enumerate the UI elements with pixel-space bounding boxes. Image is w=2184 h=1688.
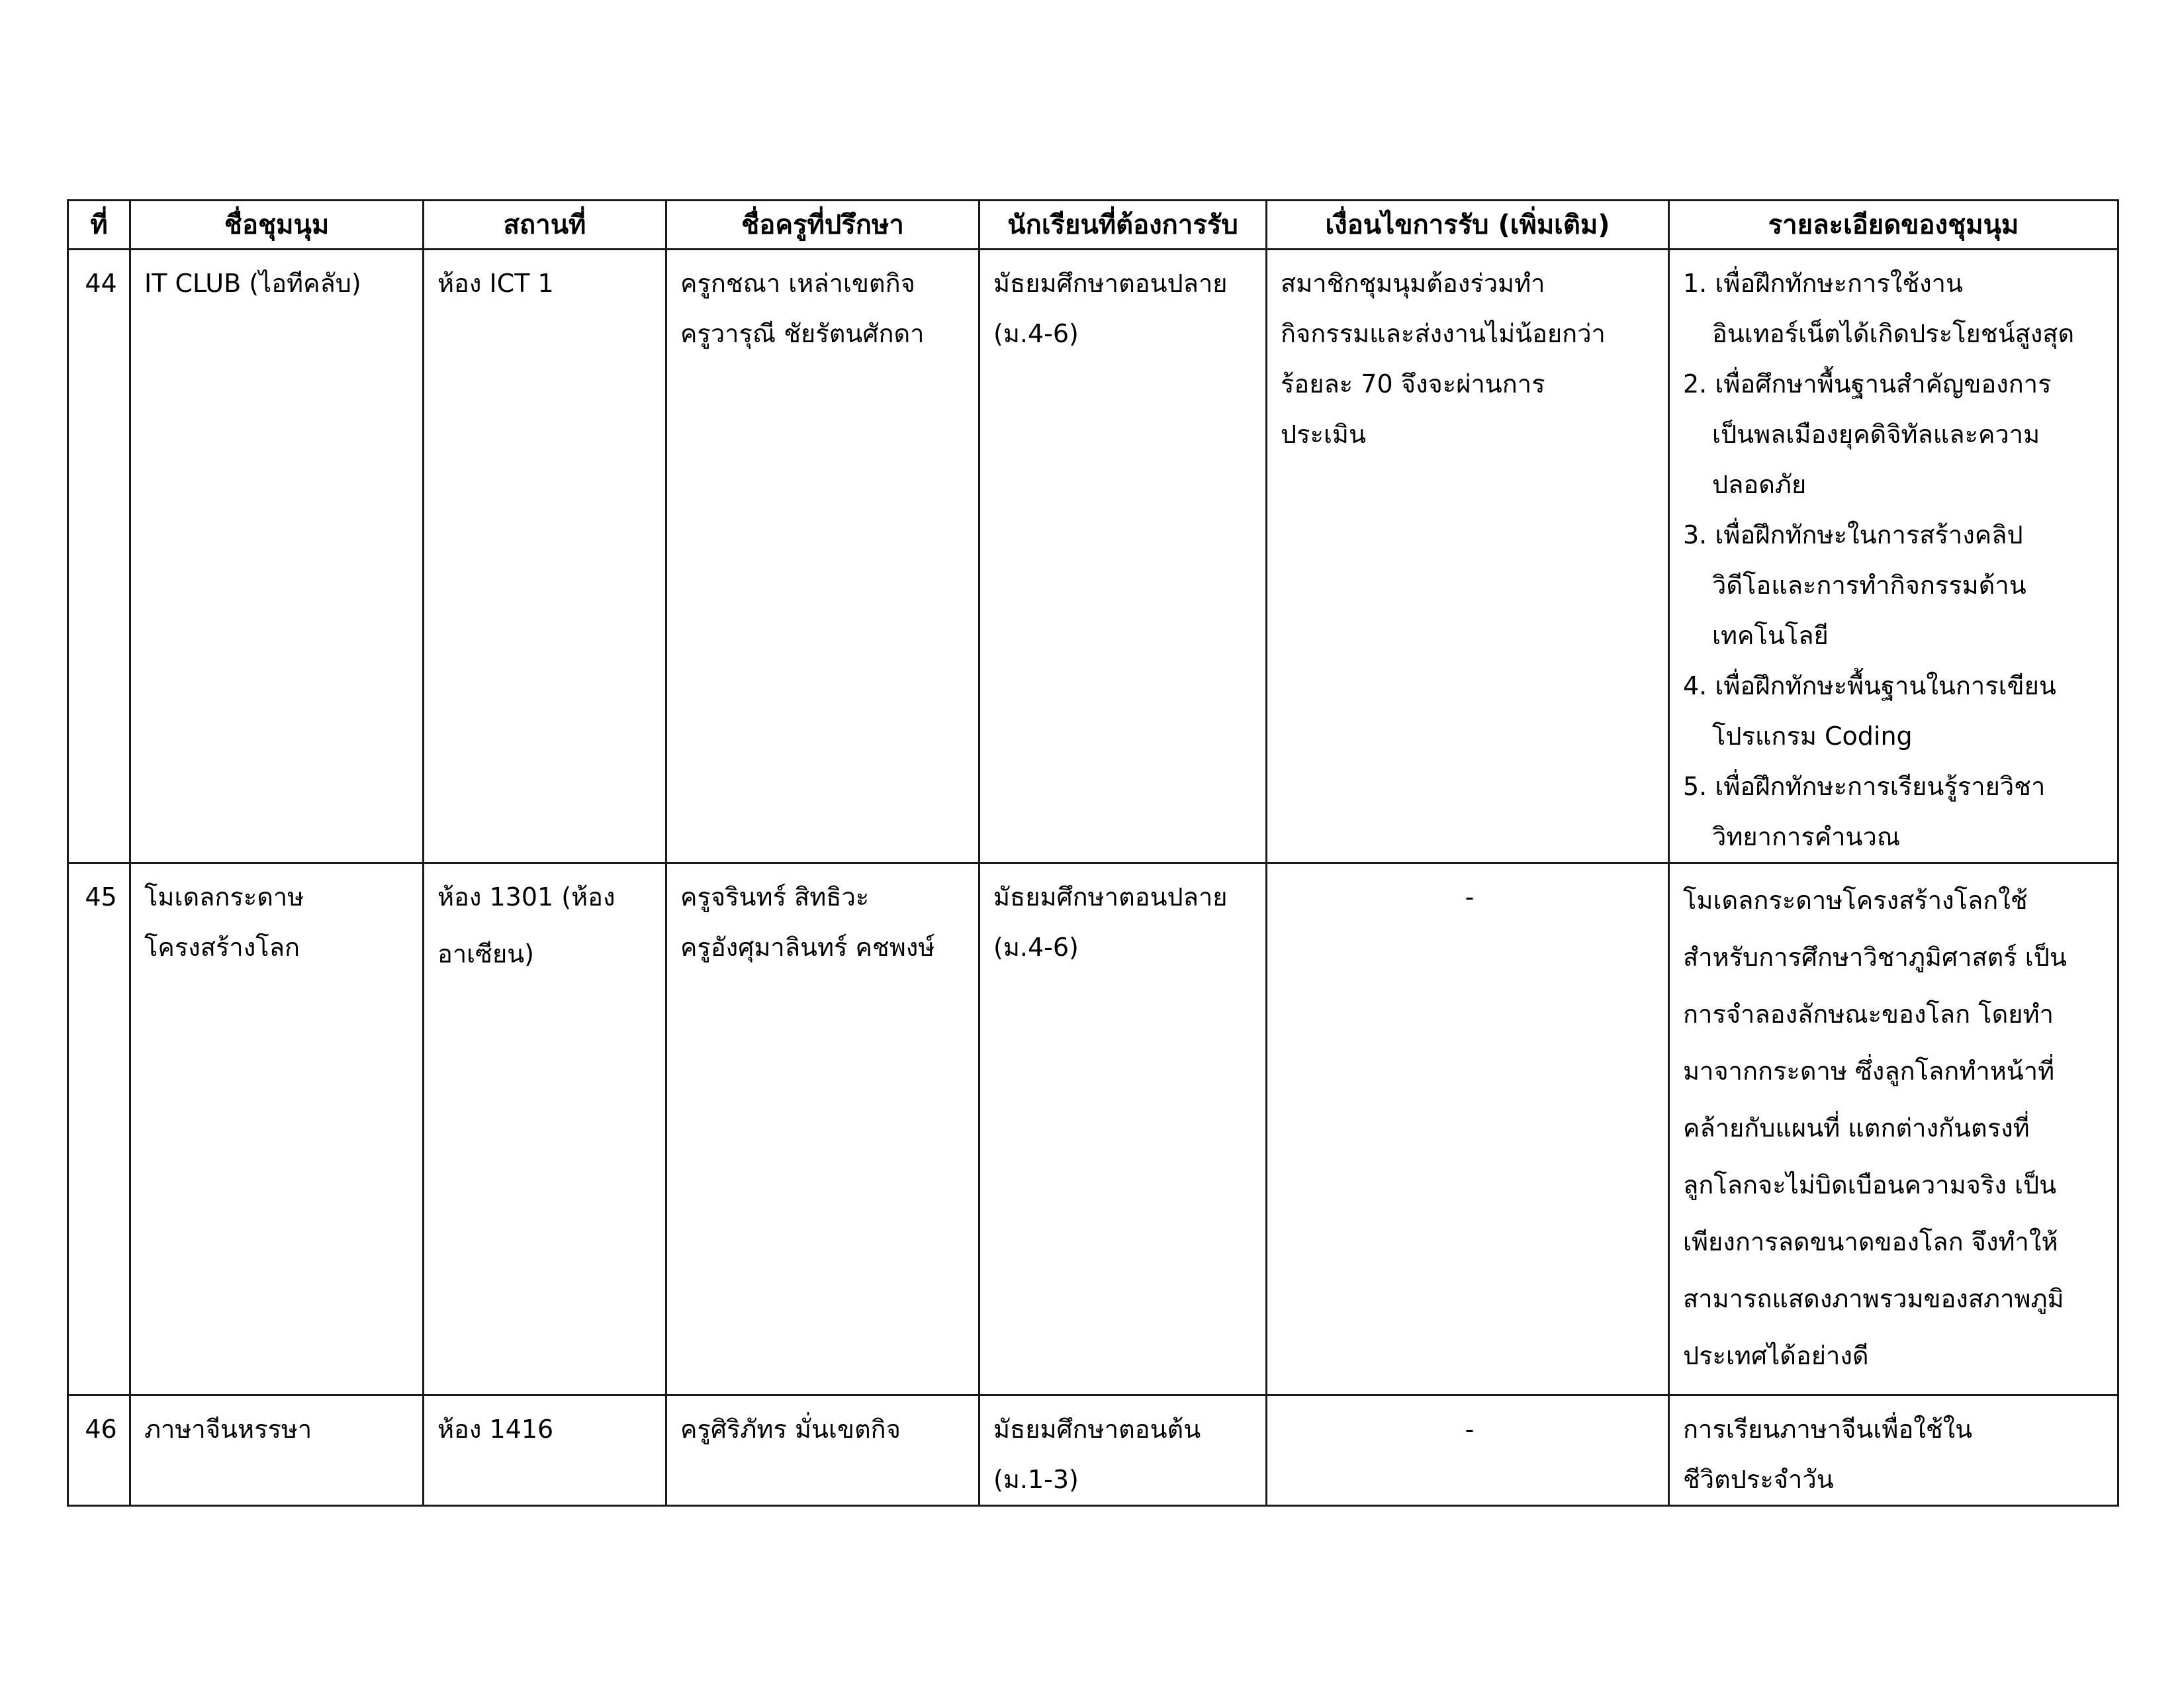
advisor-cell [666,863,979,1395]
club-name: IT CLUB (ไอทีคลับ) [144,269,361,298]
location: ห้อง 1416 [437,1415,554,1444]
student-level: มัธยมศึกษาตอนปลาย [993,269,1228,298]
location: ห้อง ICT 1 [437,269,554,298]
detail-list-item: 5. เพื่อฝึกทักษะการเรียนรู้รายวิชา วิทยาการคำนวณ [1683,772,2046,851]
club-name-cell [130,1395,424,1506]
header-no: ที่ [68,201,130,250]
table-row [68,250,2118,863]
advisor-name: ครูศิริภัทร มั่นเขตกิจ [680,1415,901,1444]
advisor-name: ครูวารุณี ชัยรัตนศักดา [680,319,925,348]
location: อาเซียน) [437,939,535,968]
details-cell: โมเดลกระดาษโครงสร้างโลกใช้ สำหรับการศึกษาวิชาภูมิศาสตร์ เป็น การจำลองลักษณะของโลก โดยทำ มาจากกระดาษ ซึ่งลูกโลกทำหน้าที่ คล้ายกับแผนที่ แตกต่างกันตรงที่ ลูกโลกจะไม่บิดเบือนความจริง เป็น เพียงการลดขนาดของโลก จึงทำให้ สามารถแสดงภาพรวมของสภาพภูมิ ประเทศได้อย่างดี [1669,863,2118,1395]
header-students: นักเรียนที่ต้องการรับ [979,201,1267,250]
club-name-cell [130,863,424,1395]
students-cell [979,250,1267,863]
students-cell [979,1395,1267,1506]
conditions-cell: - [1267,1395,1669,1506]
student-grades: (ม.4-6) [993,933,1079,962]
club-name: โครงสร้างโลก [144,933,300,962]
table-row [68,863,2118,1395]
table-row [68,1395,2118,1506]
header-location: สถานที่ [424,201,666,250]
club-name: โมเดลกระดาษ [144,882,304,912]
header-details: รายละเอียดของชุมนุม [1669,201,2118,250]
detail-list-item: 3. เพื่อฝึกทักษะในการสร้างคลิป วิดีโอและการทำกิจกรรมด้าน เทคโนโลยี [1683,520,2026,650]
club-table [67,199,2119,1507]
header-conditions: เงื่อนไขการรับ (เพิ่มเติม) [1267,201,1669,250]
row-number: 44 [68,250,130,863]
club-name-cell [130,250,424,863]
student-level: มัธยมศึกษาตอนปลาย [993,882,1228,912]
student-grades: (ม.4-6) [993,319,1079,348]
row-number: 45 [68,863,130,1395]
club-name: ภาษาจีนหรรษา [144,1415,312,1444]
detail-list-item: 4. เพื่อฝึกทักษะพื้นฐานในการเขียน โปรแกรม Coding [1683,671,2056,751]
location-cell [424,1395,666,1506]
table-header-row [68,201,2118,250]
detail-list-item: 2. เพื่อศึกษาพื้นฐานสำคัญของการ เป็นพลเมืองยุคดิจิทัลและความ ปลอดภัย [1683,369,2052,499]
advisor-name: ครูจรินทร์ สิทธิวะ [680,882,870,912]
conditions-cell: สมาชิกชุมนุมต้องร่วมทำ กิจกรรมและส่งงานไม่น้อยกว่า ร้อยละ 70 จึงจะผ่านการ ประเมิน [1267,250,1669,863]
row-number: 46 [68,1395,130,1506]
advisor-name: ครูอังศุมาลินทร์ คชพงษ์ [680,933,935,962]
location: ห้อง 1301 (ห้อง [437,882,615,912]
conditions-cell: - [1267,863,1669,1395]
advisor-cell [666,250,979,863]
header-advisor: ชื่อครูที่ปรึกษา [666,201,979,250]
details-cell [1669,250,2118,863]
detail-list-item: 1. เพื่อฝึกทักษะการใช้งาน อินเทอร์เน็ตได้เกิดประโยชน์สูงสุด [1683,269,2075,348]
advisor-name: ครูกชณา เหล่าเขตกิจ [680,269,915,298]
details-cell: การเรียนภาษาจีนเพื่อใช้ใน ชีวิตประจำวัน [1669,1395,2118,1506]
location-cell [424,250,666,863]
student-grades: (ม.1-3) [993,1465,1079,1494]
header-club-name: ชื่อชุมนุม [130,201,424,250]
student-level: มัธยมศึกษาตอนต้น [993,1415,1201,1444]
location-cell [424,863,666,1395]
advisor-cell [666,1395,979,1506]
students-cell [979,863,1267,1395]
